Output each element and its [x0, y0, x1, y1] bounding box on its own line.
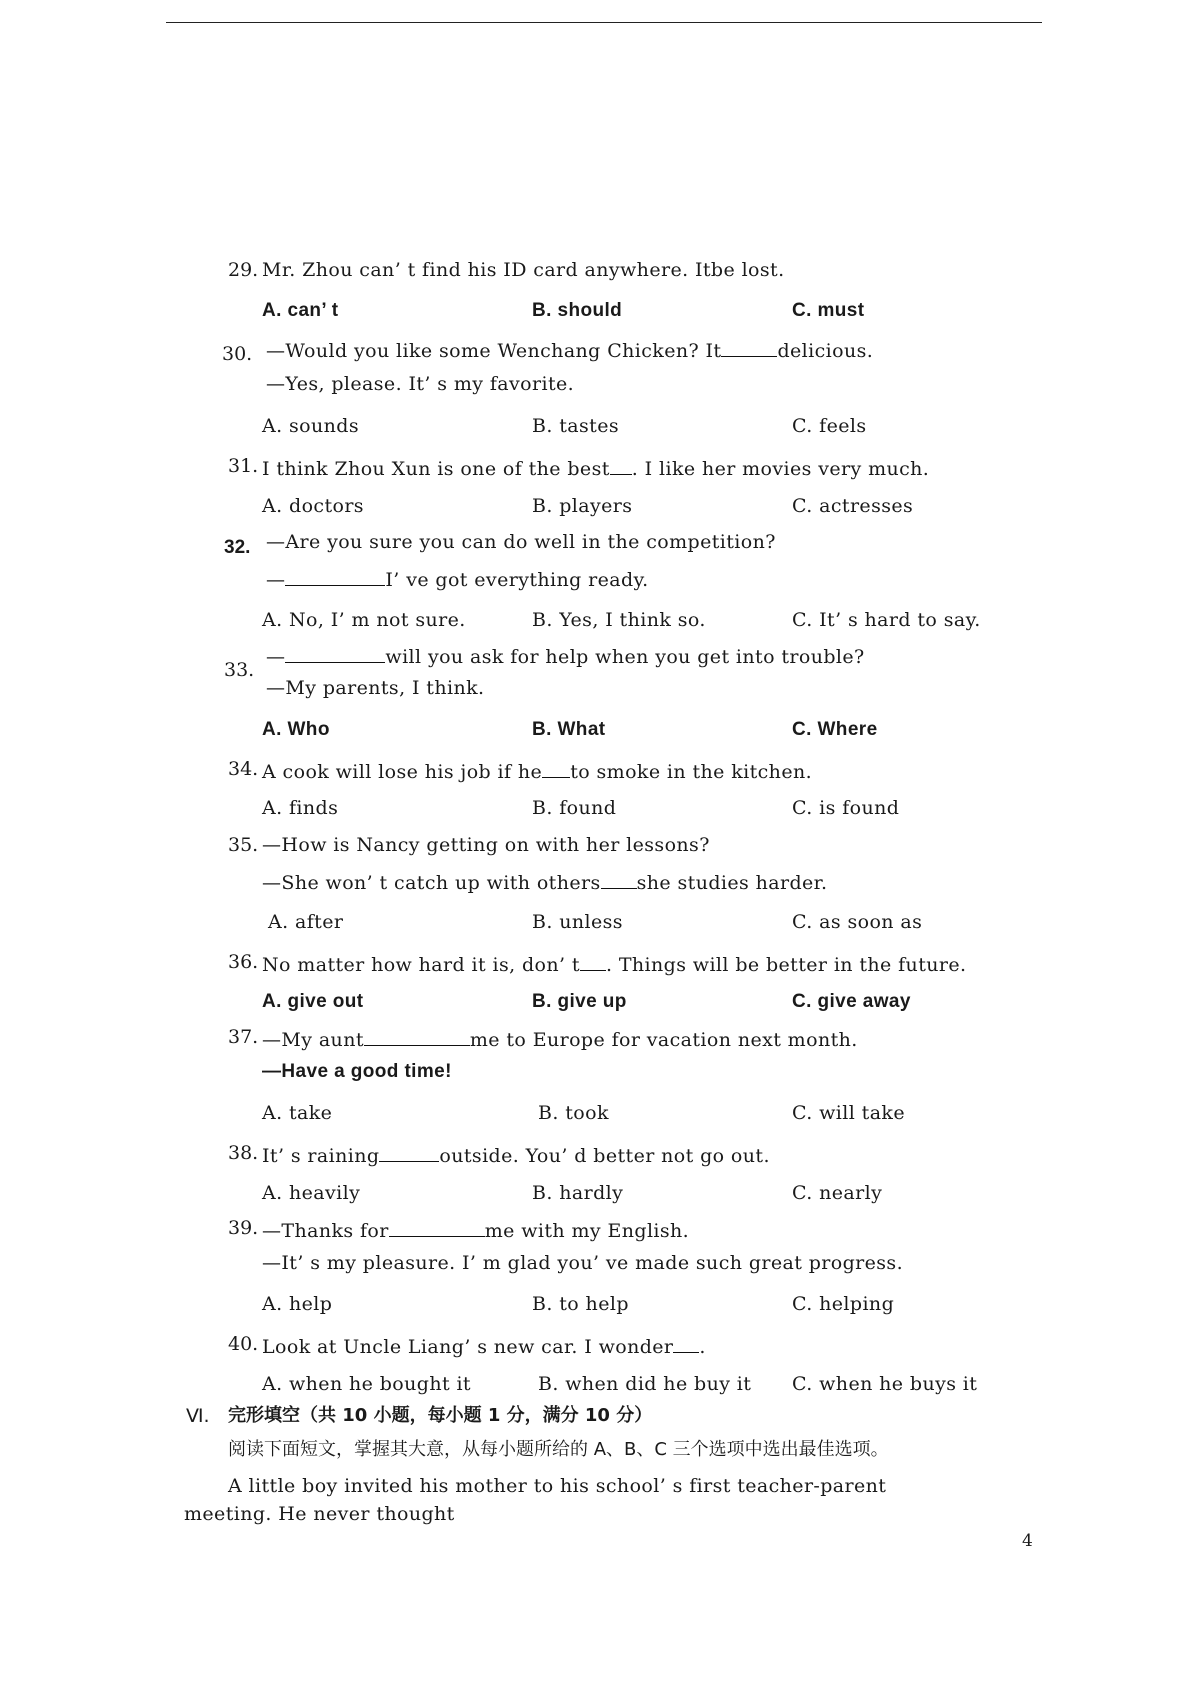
answer-blank[interactable] [673, 1332, 699, 1353]
question-stem: I think Zhou Xun is one of the best . I like her movies very much. [262, 454, 929, 481]
answer-blank[interactable] [285, 642, 385, 663]
option-c[interactable]: C. give away [792, 991, 911, 1012]
option-a[interactable]: A. take [262, 1102, 333, 1124]
option-c[interactable]: C. nearly [792, 1182, 883, 1204]
option-c[interactable]: C. will take [792, 1102, 905, 1124]
question-number: 36. [228, 951, 259, 973]
question-stem: —How is Nancy getting on with her lessons? [262, 834, 710, 856]
question-number: 33. [224, 659, 255, 681]
option-c[interactable]: C. helping [792, 1293, 895, 1315]
section-roman-numeral: Ⅵ. [186, 1405, 210, 1427]
option-a[interactable]: A. give out [262, 991, 364, 1012]
option-a[interactable]: A. finds [262, 797, 339, 819]
passage-line-1: A little boy invited his mother to his school’ s first teacher-parent [228, 1475, 887, 1497]
question-number: 35. [228, 834, 259, 856]
passage-line-2: meeting. He never thought [184, 1503, 455, 1525]
page-number: 4 [1022, 1531, 1033, 1551]
answer-blank[interactable] [721, 336, 777, 357]
question-stem-line-2: —She won’ t catch up with others she studies harder. [262, 868, 828, 895]
question-stem: —Thanks for me with my English. [262, 1216, 689, 1243]
option-c[interactable]: C. when he buys it [792, 1373, 978, 1395]
option-b[interactable]: B. should [532, 300, 623, 321]
question-stem: No matter how hard it is, don’ t . Things will be better in the future. [262, 950, 966, 977]
question-number: 34. [228, 758, 259, 780]
option-a[interactable]: A. after [268, 911, 344, 933]
option-c[interactable]: C. actresses [792, 495, 914, 517]
question-stem: —Are you sure you can do well in the competition? [266, 531, 776, 553]
option-c[interactable]: C. as soon as [792, 911, 923, 933]
question-number: 39. [228, 1217, 259, 1239]
option-b[interactable]: B. to help [532, 1293, 629, 1315]
question-stem: Look at Uncle Liang’ s new car. I wonder . [262, 1332, 706, 1359]
option-c[interactable]: C. is found [792, 797, 900, 819]
question-stem-line-2: —Yes, please. It’ s my favorite. [266, 373, 575, 395]
option-c[interactable]: C. It’ s hard to say. [792, 609, 981, 631]
option-b[interactable]: B. What [532, 719, 606, 740]
option-b[interactable]: B. Yes, I think so. [532, 609, 706, 631]
option-b[interactable]: B. give up [532, 991, 627, 1012]
answer-blank[interactable] [601, 868, 637, 889]
option-b[interactable]: B. tastes [532, 415, 619, 437]
question-number: 31. [228, 455, 259, 477]
question-number: 32. [224, 537, 251, 558]
option-a[interactable]: A. can’ t [262, 300, 339, 321]
answer-blank[interactable] [364, 1025, 470, 1046]
question-stem: Mr. Zhou can’ t find his ID card anywhere. Itbe lost. [262, 259, 785, 281]
question-number: 38. [228, 1142, 259, 1164]
option-a[interactable]: A. help [262, 1293, 333, 1315]
answer-blank[interactable] [379, 1141, 439, 1162]
question-number: 40. [228, 1333, 259, 1355]
question-number: 30. [222, 343, 253, 365]
option-a[interactable]: A. when he bought it [262, 1373, 471, 1395]
question-stem: —Would you like some Wenchang Chicken? It delicious. [266, 336, 873, 363]
option-b[interactable]: B. hardly [532, 1182, 624, 1204]
header-rule [166, 22, 1042, 23]
option-a[interactable]: A. doctors [262, 495, 364, 517]
option-b[interactable]: B. players [532, 495, 633, 517]
question-stem-line-2: —My parents, I think. [266, 677, 485, 699]
answer-blank[interactable] [389, 1216, 485, 1237]
option-c[interactable]: C. Where [792, 719, 878, 740]
question-stem: A cook will lose his job if he to smoke in the kitchen. [262, 757, 812, 784]
answer-blank[interactable] [580, 950, 606, 971]
question-stem: It’ s raining outside. You’ d better not go out. [262, 1141, 770, 1168]
option-a[interactable]: A. No, I’ m not sure. [262, 609, 466, 631]
option-b[interactable]: B. took [538, 1102, 609, 1124]
option-c[interactable]: C. must [792, 300, 865, 321]
section-title: 完形填空（共 10 小题，每小题 1 分，满分 10 分） [228, 1405, 653, 1426]
question-stem-line-2: — I’ ve got everything ready. [266, 565, 649, 592]
question-number: 29. [228, 259, 259, 281]
option-b[interactable]: B. when did he buy it [538, 1373, 752, 1395]
option-a[interactable]: A. Who [262, 719, 330, 740]
answer-blank[interactable] [610, 454, 632, 475]
option-b[interactable]: B. unless [532, 911, 623, 933]
answer-blank[interactable] [542, 757, 570, 778]
section-instruction: 阅读下面短文，掌握其大意，从每小题所给的 A、B、C 三个选项中选出最佳选项。 [228, 1439, 889, 1460]
answer-blank[interactable] [285, 565, 385, 586]
question-stem-line-2: —Have a good time! [262, 1061, 452, 1082]
option-a[interactable]: A. heavily [262, 1182, 361, 1204]
question-stem-line-2: —It’ s my pleasure. I’ m glad you’ ve made such great progress. [262, 1252, 904, 1274]
question-stem: — will you ask for help when you get into trouble? [266, 642, 865, 669]
question-stem: —My aunt me to Europe for vacation next month. [262, 1025, 858, 1052]
option-a[interactable]: A. sounds [262, 415, 359, 437]
option-b[interactable]: B. found [532, 797, 617, 819]
question-number: 37. [228, 1026, 259, 1048]
option-c[interactable]: C. feels [792, 415, 867, 437]
